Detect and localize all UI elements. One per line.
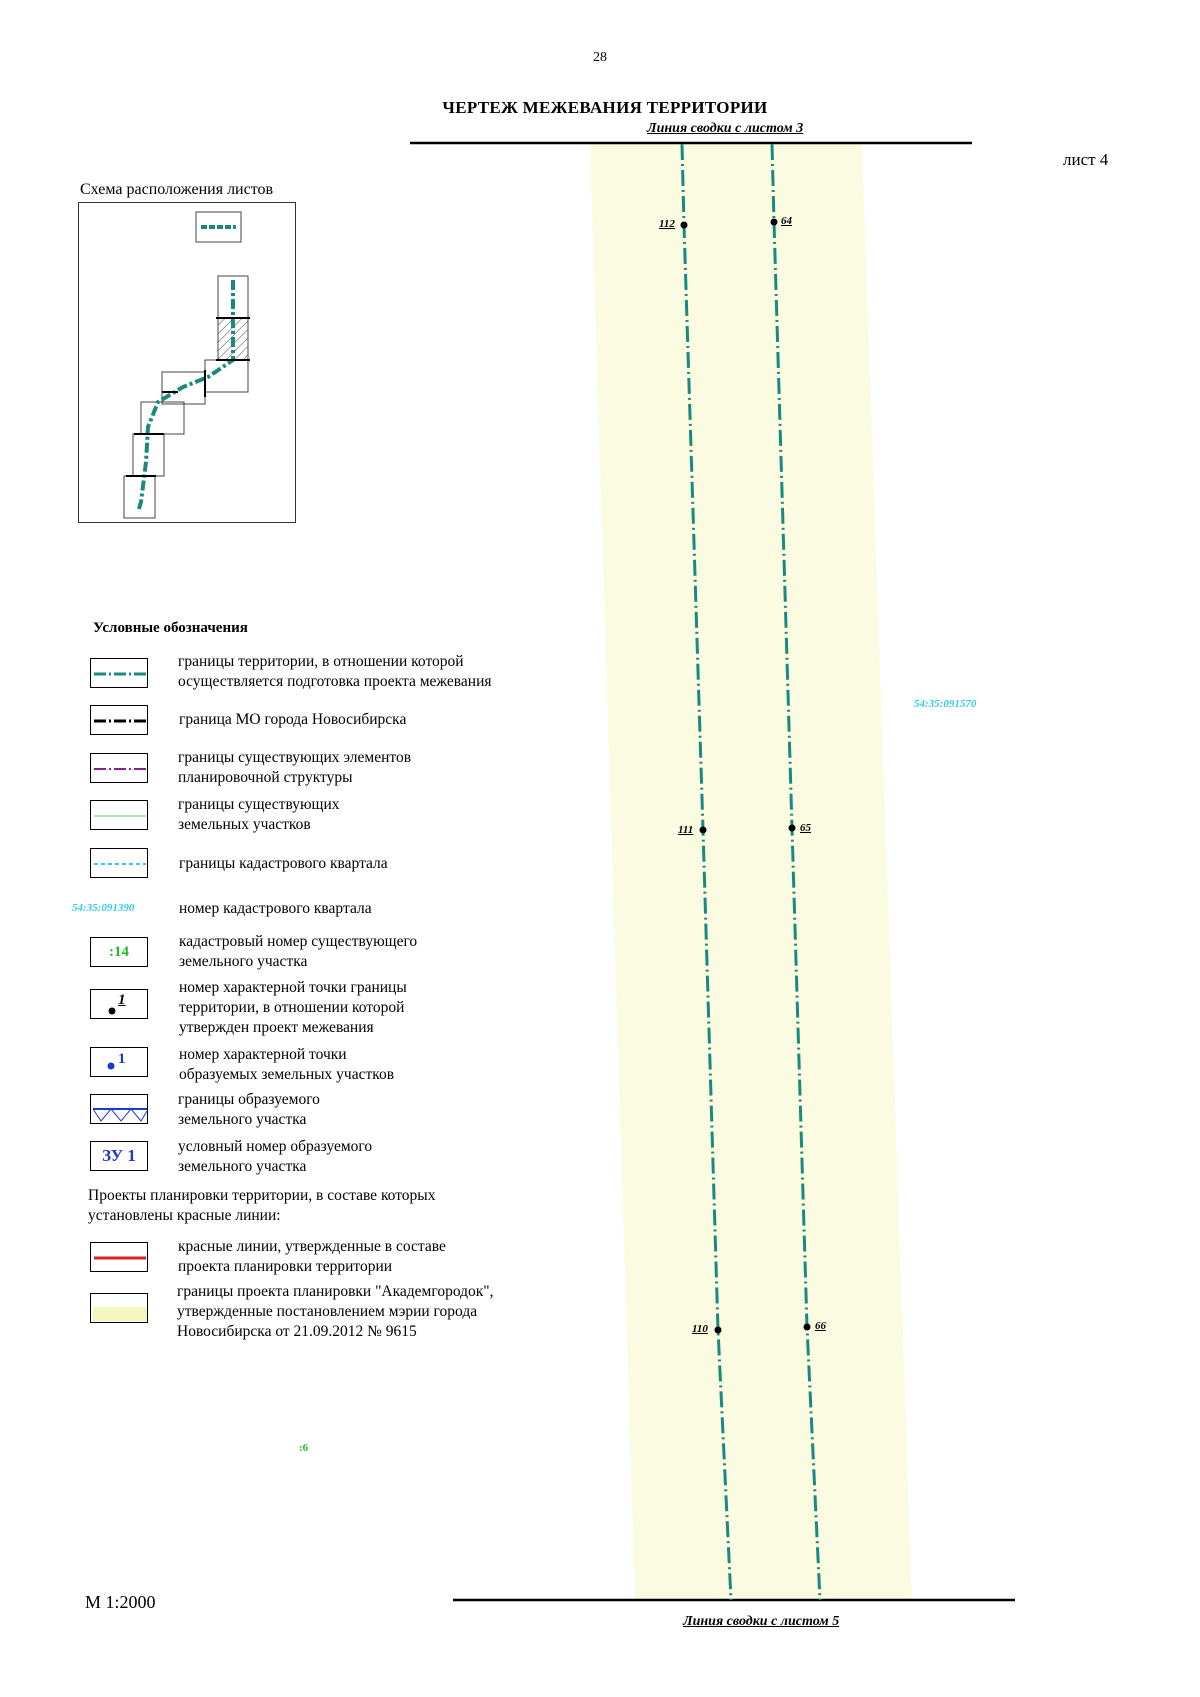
legend-text-land-plots: границы существующих земельных участков [178, 796, 340, 833]
scheme-sheet-8 [124, 476, 155, 518]
legend-text-parcel-number: кадастровый номер существующего земельного участка [179, 933, 418, 970]
scheme-drawing [78, 202, 296, 523]
legend-sample-quarter-number: 54:35:091390 [72, 902, 135, 914]
legend-text-planning-structure: границы существующих элементов планировочной структуры [178, 749, 412, 786]
point-110-marker [715, 1327, 722, 1334]
sheet-layout-scheme [78, 202, 296, 523]
point-65-label: 65 [800, 822, 811, 834]
scheme-route [138, 280, 233, 512]
point-110-label: 110 [692, 1323, 708, 1335]
legend-text-quarter-number: номер кадастрового квартала [179, 900, 372, 917]
legend-symbol-plot-point [90, 1047, 148, 1077]
point-64-label: 64 [781, 215, 792, 227]
legend-red-lines-heading: Проекты планировки территории, в составе которых установлены красные линии: [88, 1187, 436, 1224]
scheme-caption: Схема расположения листов [80, 181, 274, 198]
page-number: 28 [593, 50, 607, 65]
parcel-label: :6 [299, 1442, 309, 1454]
point-112-marker [681, 222, 688, 229]
legend-symbol-cadastral-quarter [90, 848, 148, 878]
legend-symbol-city-boundary [90, 705, 148, 735]
academgorodok-area [590, 144, 912, 1600]
legend-box-plot-point-text: 1 [118, 1051, 126, 1067]
legend-text-formed-plot-number: условный номер образуемого земельного участка [178, 1138, 373, 1175]
scheme-sheet-4 [205, 360, 248, 392]
legend-box-territory-point-text: 1 [118, 992, 126, 1008]
legend-text-territory-point: номер характерной точки границы территории, в отношении которой утвержден проект межевания [179, 979, 407, 1036]
legend-text-formed-plot-boundary: границы образуемого земельного участка [178, 1091, 320, 1128]
legend-symbol-red-lines [90, 1242, 148, 1272]
point-66-marker [804, 1324, 811, 1331]
legend-box-parcel-text: :14 [109, 943, 129, 960]
legend-text-academgorodok: границы проекта планировки "Академгородок", утвержденные постановлением мэрии города Новосибирска от 21.09.2012 № 9615 [177, 1283, 494, 1340]
drawing-title: ЧЕРТЕЖ МЕЖЕВАНИЯ ТЕРРИТОРИИ [442, 98, 768, 117]
legend-text-city-boundary: граница МО города Новосибирска [179, 711, 407, 728]
scheme-sheet-7 [133, 434, 164, 476]
legend-symbol-planning-structure [90, 753, 148, 783]
legend-text-plot-point: номер характерной точки образуемых земельных участков [179, 1046, 395, 1083]
point-111-marker [700, 827, 707, 834]
legend-text-red-lines: красные линии, утвержденные в составе проекта планировки территории [178, 1238, 446, 1275]
cadastral-quarter-label: 54:35:091570 [914, 698, 977, 710]
point-111-label: 111 [678, 824, 694, 836]
legend-text-territory-boundary: границы территории, в отношении которой осуществляется подготовка проекта межевания [178, 653, 492, 690]
point-112-label: 112 [659, 218, 675, 230]
point-66-label: 66 [815, 1320, 826, 1332]
sheet-label: лист 4 [1063, 150, 1109, 169]
legend-symbol-land-plots [90, 800, 148, 830]
junction-top-label: Линия сводки с листом 3 [647, 121, 804, 136]
point-65-marker [789, 825, 796, 832]
legend-symbol-formed-plot-boundary [90, 1094, 148, 1124]
legend-title: Условные обозначения [93, 620, 248, 636]
junction-bottom-label: Линия сводки с листом 5 [683, 1614, 840, 1629]
scale-label: М 1:2000 [85, 1592, 156, 1612]
legend-box-formed-plot-text: ЗУ 1 [102, 1146, 136, 1165]
legend-symbol-territory-boundary [90, 658, 148, 688]
legend-symbol-parcel-number [90, 937, 148, 967]
legend-symbol-formed-plot-number [90, 1141, 148, 1171]
point-64-marker [771, 219, 778, 226]
legend-symbol-territory-point [90, 989, 148, 1019]
legend-text-cadastral-quarter: границы кадастрового квартала [179, 855, 388, 872]
legend-symbol-academgorodok [90, 1293, 148, 1323]
